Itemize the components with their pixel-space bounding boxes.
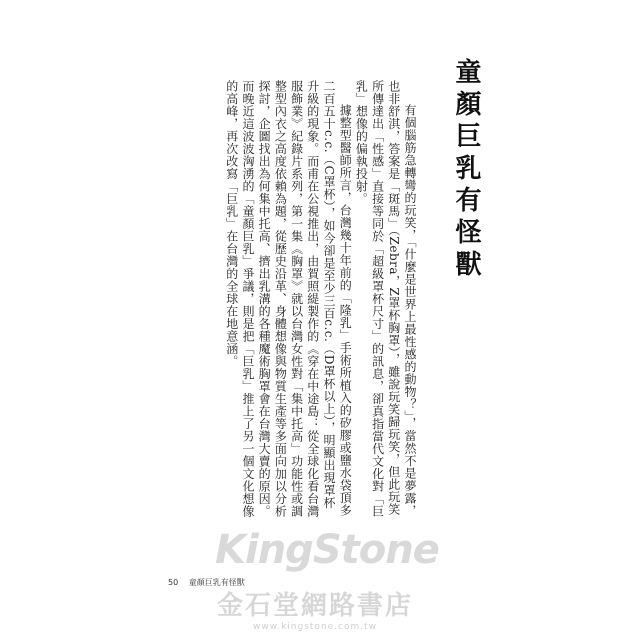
paragraph-2: 據整型醫師所言，台灣幾十年前的「隆乳」手術所植入的矽膠或鹽水袋頂多二百五十c.c.（C罩杯），如今卻是至少三百c.c.（D罩杯以上），明顯出現罩杯升級的現象。而甫在公視推出，由賀照緹製作的《穿在中途島：從全球化看台灣服飾業》紀錄片系列，第一集《胸罩》就以台灣女性對「集中托高」功能性或調整型內衣之高度依賴為題，從歷史沿革、身體想像與物質生產等多面向加以分析探討，企圖找出為何集中托高、擠出乳溝的各種魔術胸罩會在台灣大賣的原因。而晚近這波波洶湧的「童顏巨乳」爭議，則是把「巨乳」推上了另一個文化想像的高峰，再次改寫「巨乳」在台灣的全球在地意涵。	[224, 80, 353, 518]
chapter-title: 童顏巨乳有怪獸	[451, 58, 481, 282]
watermark-store-name: 金石堂網路書店	[216, 591, 413, 621]
page-number: 50	[168, 578, 179, 587]
watermark-logo: KingStone	[215, 527, 439, 573]
body-text	[150, 80, 418, 520]
watermark-url: www.kingstone.com.tw	[252, 622, 378, 632]
paragraph-1: 有個腦筋急轉彎的玩笑，「什麼是世界上最性感的動物？」，當然不是夢露，也非舒淇，答案是「斑馬」（Zebra，Z罩杯胸罩），雖說玩笑歸玩笑，但此玩笑所傳達出「性感」直接等同於「超級罩杯尺寸」的訊息，卻真指當代文化對「巨乳」想像的偏執投射。	[354, 80, 417, 518]
watermark	[215, 527, 439, 632]
running-title: 童顏巨乳有怪獸	[188, 578, 245, 587]
